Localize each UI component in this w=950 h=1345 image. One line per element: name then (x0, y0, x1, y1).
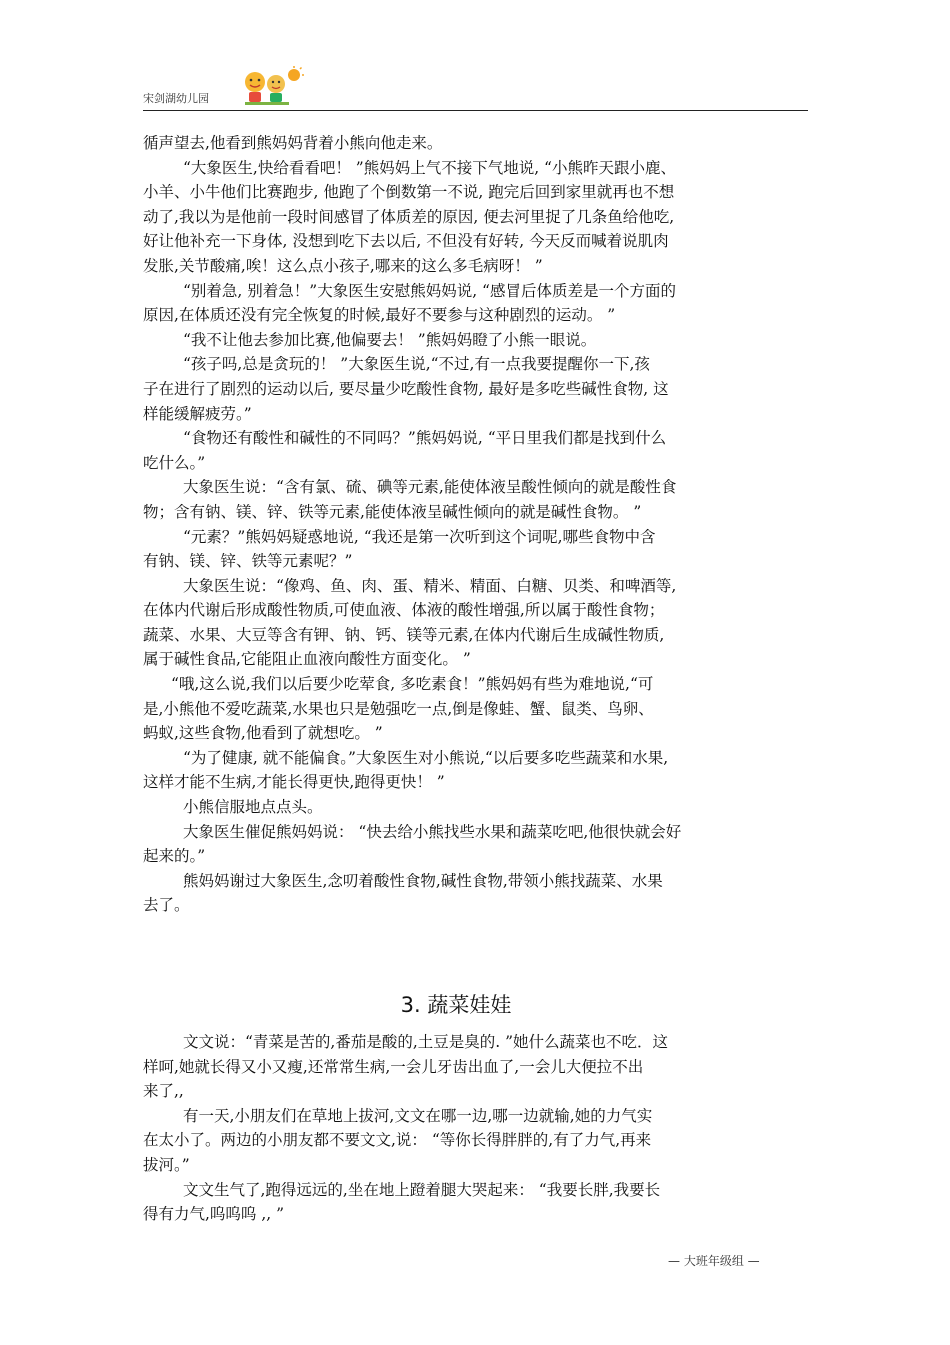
story-line: 大象医生说：“像鸡、鱼、肉、蛋、精米、精面、白糖、贝类、和啤酒等, (183, 576, 677, 595)
page-footer: — 大班年级组 — (668, 1254, 760, 1268)
story-line: “大象医生,快给看看吧！ ”熊妈妈上气不接下气地说, “小熊昨天跟小鹿、 (183, 158, 676, 177)
story-line: 熊妈妈谢过大象医生,念叨着酸性食物,碱性食物,带领小熊找蔬菜、水果 (183, 871, 663, 890)
story-line: 文文说：“青菜是苦的,番茄是酸的,土豆是臭的. ”她什么蔬菜也不吃．这 (183, 1033, 669, 1051)
story-line: 有钠、镁、锌、铁等元素呢？” (143, 552, 353, 571)
story-line: 循声望去,他看到熊妈妈背着小熊向他走来。 (143, 134, 443, 152)
story-line: 拔河。” (143, 1155, 190, 1174)
story-line: 小熊信服地点点头。 (183, 798, 323, 817)
story-body (143, 131, 769, 918)
story-line: 动了,我以为是他前一段时间感冒了体质差的原因, 便去河里捉了几条鱼给他吃, (143, 207, 675, 226)
story-line: 样呵,她就长得又小又瘦,还常常生病,一会儿牙齿出血了,一会儿大便拉不出 (143, 1057, 644, 1076)
story-line: 子在进行了剧烈的运动以后, 要尽量少吃酸性食物, 最好是多吃些碱性食物, 这 (143, 379, 669, 398)
story-line: 起来的。” (143, 847, 206, 866)
story-line: 去了。 (143, 896, 190, 915)
story-line: 大象医生催促熊妈妈说： “快去给小熊找些水果和蔬菜吃吧,他很快就会好 (183, 822, 682, 841)
story-line: 发胀,关节酸痛,唉！这么点小孩子,哪来的这么多毛病呀！ ” (143, 256, 543, 275)
header-divider (143, 110, 808, 111)
story-line: 蔬菜、水果、大豆等含有钾、钠、钙、镁等元素,在体内代谢后生成碱性物质, (143, 625, 665, 644)
story-line: “我不让他去参加比赛,他偏要去！ ”熊妈妈瞪了小熊一眼说。 (183, 330, 597, 349)
story-line: 原因,在体质还没有完全恢复的时候,最好不要参与这种剧烈的运动。 ” (143, 306, 616, 325)
school-name: 宋剑湖幼儿园 (143, 92, 209, 105)
story-line: 好让他补充一下身体, 没想到吃下去以后, 不但没有好转, 今天反而喊着说肌肉 (143, 232, 669, 251)
cartoon-children-logo-icon (239, 66, 305, 106)
story-line: “孩子吗,总是贪玩的！ ”大象医生说,“不过,有一点我要提醒你一下,孩 (183, 355, 650, 374)
story-line: “元素？”熊妈妈疑惑地说, “我还是第一次听到这个词呢,哪些食物中含 (183, 527, 656, 546)
story-line: 大象医生说：“含有氯、硫、碘等元素,能使体液呈酸性倾向的就是酸性食 (183, 478, 677, 497)
story-line: 吃什么。” (143, 453, 206, 472)
story-line: “别着急, 别着急！”大象医生安慰熊妈妈说, “感冒后体质差是一个方面的 (183, 281, 676, 300)
section-title: 3. 蔬菜娃娃 (400, 993, 512, 1017)
story-line: 有一天,小朋友们在草地上拔河,文文在哪一边,哪一边就输,她的力气实 (183, 1106, 653, 1125)
story-line: 蚂蚁,这些食物,他看到了就想吃。 ” (143, 724, 383, 743)
story-line: 样能缓解疲劳。” (143, 404, 252, 423)
story-line: “食物还有酸性和碱性的不同吗？”熊妈妈说, “平日里我们都是找到什么 (183, 429, 667, 448)
story-line: 这样才能不生病,才能长得更快,跑得更快！ ” (143, 773, 445, 792)
story-line: “为了健康, 就不能偏食。”大象医生对小熊说,“以后要多吃些蔬菜和水果, (183, 748, 669, 767)
story-line: 是,小熊他不爱吃蔬菜,水果也只是勉强吃一点,倒是像蛙、蟹、鼠类、鸟卵、 (143, 699, 654, 718)
story-line: 在太小了。两边的小朋友都不要文文,说： “等你长得胖胖的,有了力气,再来 (143, 1131, 652, 1150)
story-line: 属于碱性食品,它能阻止血液向酸性方面变化。 ” (143, 650, 471, 669)
story-line: 物；含有钠、镁、锌、铁等元素,能使体液呈碱性倾向的就是碱性食物。 ” (143, 502, 642, 521)
story-line: 得有力气,呜呜呜 ,, ” (143, 1205, 285, 1224)
page-header (143, 66, 808, 112)
story-line: 来了,, (143, 1082, 184, 1101)
story-line: 在体内代谢后形成酸性物质,可使血液、体液的酸性增强,所以属于酸性食物； (143, 601, 665, 620)
story-line: 文文生气了,跑得远远的,坐在地上蹬着腿大哭起来： “我要长胖,我要长 (183, 1180, 661, 1199)
story-line: 小羊、小牛他们比赛跑步, 他跑了个倒数第一不说, 跑完后回到家里就再也不想 (143, 183, 675, 202)
story2-body (143, 1030, 769, 1227)
story-line: “哦,这么说,我们以后要少吃荤食, 多吃素食！”熊妈妈有些为难地说,“可 (171, 675, 654, 694)
